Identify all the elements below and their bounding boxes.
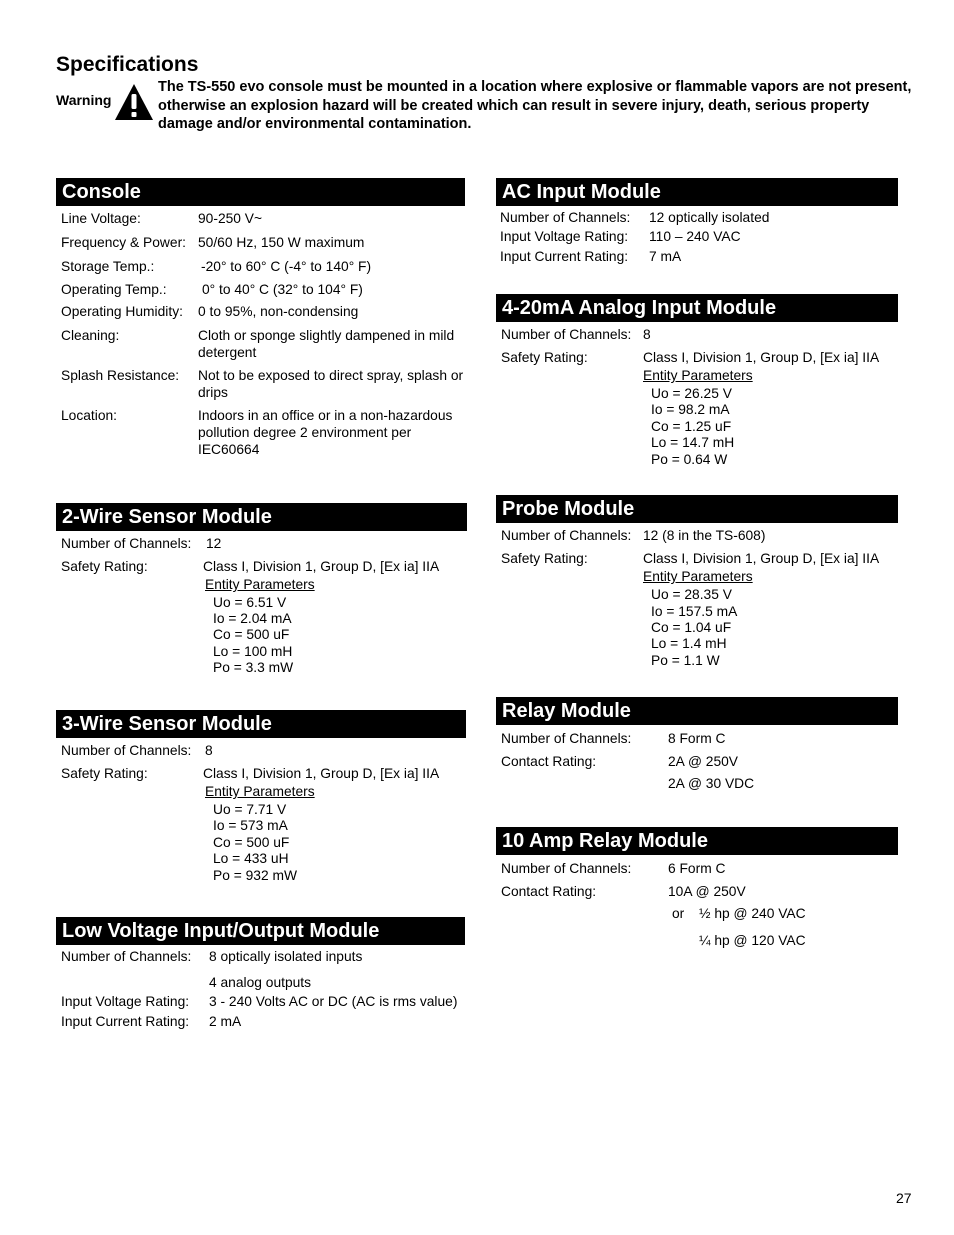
channels-label: Number of Channels: xyxy=(61,949,192,964)
entity-param: Lo = 433 uH xyxy=(213,851,289,866)
current-label: Input Current Rating: xyxy=(500,249,629,264)
entity-param: Po = 932 mW xyxy=(213,868,297,883)
channels-value: 8 optically isolated inputs xyxy=(209,949,363,964)
channels-label: Number of Channels: xyxy=(501,528,632,543)
contact-value: 2A @ 30 VDC xyxy=(668,776,755,791)
page-title: Specifications xyxy=(56,53,199,76)
entity-param: Io = 157.5 mA xyxy=(651,604,738,619)
console-value: -20° to 60° C (-4° to 140° F) xyxy=(201,259,372,274)
console-value: 0 to 95%, non-condensing xyxy=(198,304,359,319)
entity-param: Po = 1.1 W xyxy=(651,653,720,668)
channels-label: Number of Channels: xyxy=(501,327,632,342)
console-value: Not to be exposed to direct spray, splash or drips xyxy=(198,368,464,400)
entity-param: Co = 500 uF xyxy=(213,835,290,850)
console-label: Storage Temp.: xyxy=(61,259,155,274)
low-voltage-heading: Low Voltage Input/Output Module xyxy=(56,917,465,945)
console-label: Operating Humidity: xyxy=(61,304,183,319)
console-value: Indoors in an office or in a non-hazardous pollution degree 2 environment per IEC60664 xyxy=(198,408,453,457)
contact-value: 10A @ 250V xyxy=(668,884,746,899)
voltage-value: 110 – 240 VAC xyxy=(649,229,741,244)
entity-param: Po = 3.3 mW xyxy=(213,660,294,675)
current-label: Input Current Rating: xyxy=(61,1014,190,1029)
entity-param: Lo = 100 mH xyxy=(213,644,293,659)
console-value: 50/60 Hz, 150 W maximum xyxy=(198,235,365,250)
console-value: 0° to 40° C (32° to 104° F) xyxy=(202,282,363,297)
contact-value: 2A @ 250V xyxy=(668,754,739,769)
channels-value: 6 Form C xyxy=(668,861,726,876)
safety-value: Class I, Division 1, Group D, [Ex ia] IIA xyxy=(643,551,880,566)
entity-param: Uo = 6.51 V xyxy=(213,595,287,610)
channels-label: Number of Channels: xyxy=(500,210,631,225)
console-label: Frequency & Power: xyxy=(61,235,186,250)
console-label: Operating Temp.: xyxy=(61,282,167,297)
entity-parameters-label: Entity Parameters xyxy=(643,569,753,584)
console-value: 90-250 V~ xyxy=(198,211,263,226)
console-label: Splash Resistance: xyxy=(61,368,180,383)
channels-value: 12 xyxy=(206,536,222,551)
voltage-label: Input Voltage Rating: xyxy=(500,229,629,244)
entity-parameters-label: Entity Parameters xyxy=(643,368,753,383)
safety-value: Class I, Division 1, Group D, [Ex ia] IIA xyxy=(643,350,880,365)
warning-label: Warning xyxy=(56,92,112,108)
warning-triangle-icon xyxy=(113,82,155,122)
entity-param: Uo = 7.71 V xyxy=(213,802,287,817)
current-value: 7 mA xyxy=(649,249,682,264)
entity-parameters-label: Entity Parameters xyxy=(205,784,315,799)
hp-value: ½ hp @ 240 VAC xyxy=(699,906,806,921)
or-label: or xyxy=(672,906,685,921)
analog-input-heading: 4-20mA Analog Input Module xyxy=(496,294,898,322)
entity-param: Io = 98.2 mA xyxy=(651,402,730,417)
console-label: Location: xyxy=(61,408,117,423)
safety-value: Class I, Division 1, Group D, [Ex ia] IIA xyxy=(203,766,440,781)
entity-param: Lo = 1.4 mH xyxy=(651,636,727,651)
relay10-heading: 10 Amp Relay Module xyxy=(496,827,898,855)
hp-value: ¼ hp @ 120 VAC xyxy=(699,933,806,948)
contact-label: Contact Rating: xyxy=(501,754,597,769)
voltage-label: Input Voltage Rating: xyxy=(61,994,190,1009)
channels-value: 12 optically isolated xyxy=(649,210,770,225)
entity-param: Uo = 28.35 V xyxy=(651,587,732,602)
safety-value: Class I, Division 1, Group D, [Ex ia] IIA xyxy=(203,559,440,574)
channels-label: Number of Channels: xyxy=(501,861,632,876)
entity-parameters-label: Entity Parameters xyxy=(205,577,315,592)
entity-param: Io = 573 mA xyxy=(213,818,288,833)
page-number: 27 xyxy=(896,1190,912,1206)
channels-value-2: 4 analog outputs xyxy=(209,975,312,990)
current-value: 2 mA xyxy=(209,1014,242,1029)
relay-heading: Relay Module xyxy=(496,697,898,725)
safety-label: Safety Rating: xyxy=(61,766,148,781)
entity-param: Po = 0.64 W xyxy=(651,452,728,467)
channels-value: 8 xyxy=(643,327,651,342)
console-heading: Console xyxy=(56,178,465,206)
probe-heading: Probe Module xyxy=(496,495,898,523)
console-value: Cloth or sponge slightly dampened in mild detergent xyxy=(198,328,455,360)
safety-label: Safety Rating: xyxy=(61,559,148,574)
console-label: Cleaning: xyxy=(61,328,120,343)
channels-label: Number of Channels: xyxy=(61,536,192,551)
voltage-value: 3 - 240 Volts AC or DC (AC is rms value) xyxy=(209,994,458,1009)
entity-param: Io = 2.04 mA xyxy=(213,611,292,626)
channels-label: Number of Channels: xyxy=(61,743,192,758)
entity-param: Co = 1.25 uF xyxy=(651,419,732,434)
entity-param: Uo = 26.25 V xyxy=(651,386,732,401)
entity-param: Co = 1.04 uF xyxy=(651,620,732,635)
three-wire-heading: 3-Wire Sensor Module xyxy=(56,710,466,738)
safety-label: Safety Rating: xyxy=(501,350,588,365)
channels-value: 12 (8 in the TS-608) xyxy=(643,528,766,543)
entity-param: Co = 500 uF xyxy=(213,627,290,642)
warning-text: The TS-550 evo console must be mounted in a location where explosive or flammable vapors are not present, otherwise an explosion hazard will be created which can result in severe injury, death, serious property damage and/or environmental contamination. xyxy=(158,79,912,132)
entity-param: Lo = 14.7 mH xyxy=(651,435,735,450)
ac-input-heading: AC Input Module xyxy=(496,178,898,206)
channels-label: Number of Channels: xyxy=(501,731,632,746)
console-label: Line Voltage: xyxy=(61,211,141,226)
contact-label: Contact Rating: xyxy=(501,884,597,899)
two-wire-heading: 2-Wire Sensor Module xyxy=(56,503,467,531)
safety-label: Safety Rating: xyxy=(501,551,588,566)
channels-value: 8 xyxy=(205,743,213,758)
channels-value: 8 Form C xyxy=(668,731,726,746)
